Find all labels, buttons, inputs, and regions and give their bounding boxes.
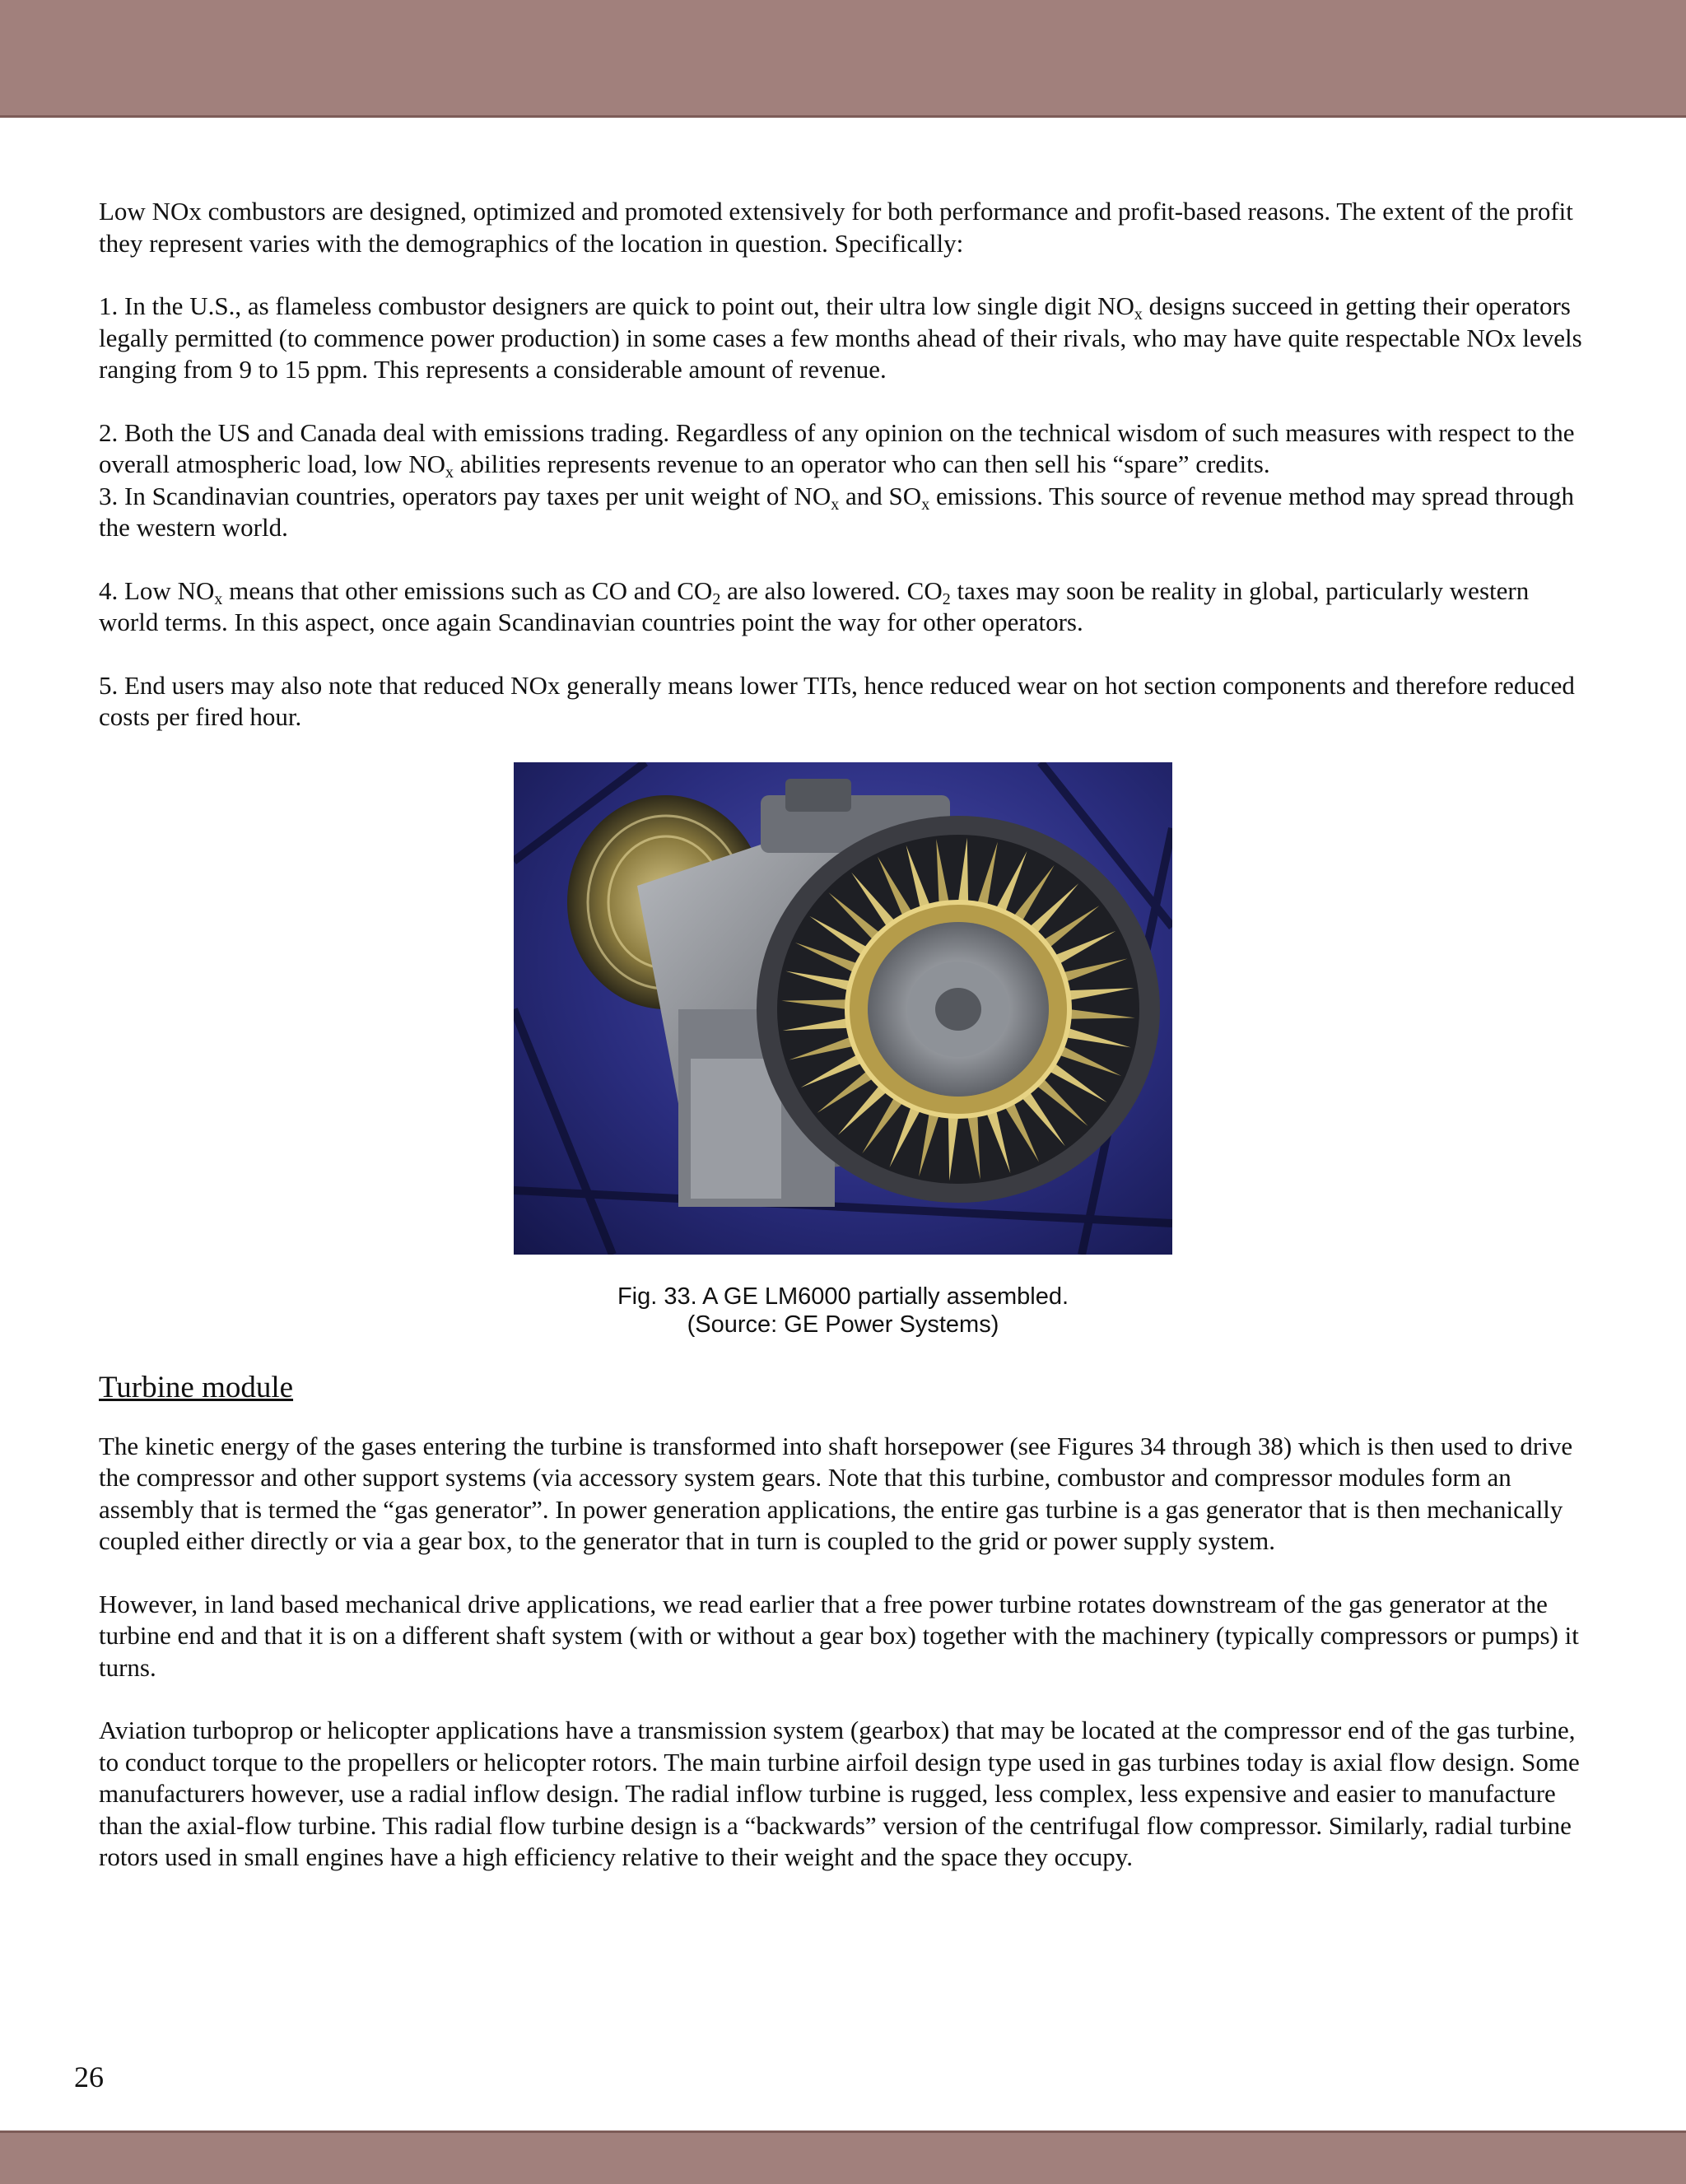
figure-caption [99, 1283, 1587, 1339]
section-paragraph-2: However, in land based mechanical drive applications, we read earlier that a free power turbine rotates downstream of the gas generator at the turbine end and that it is on a different shaft system (with or without a gear box) together with the machinery (typically compressors or pumps) it turns. [99, 1589, 1579, 1682]
page-content [99, 196, 1587, 1874]
turbine-illustration [514, 762, 1172, 1255]
section-paragraph-1: The kinetic energy of the gases entering the turbine is transformed into shaft horsepower (see Figures 34 through 38) which is then used to drive the compressor and other support systems (via accessory system gears. Note that this turbine, combustor and compressor modules form an assembly that is termed the “gas generator”. In power generation applications, the entire gas turbine is a gas generator that is then mechanically coupled either directly or via a gear box, to the generator that in turn is coupled to the grid or power supply system. [99, 1431, 1573, 1555]
caption-line-2: (Source: GE Power Systems) [687, 1311, 999, 1338]
section-paragraph-3: Aviation turboprop or helicopter applications have a transmission system (gearbox) that may be located at the compressor end of the gas turbine, to conduct torque to the propellers or helicopter rotors. The main turbine airfoil design type used in gas turbines today is axial flow design. Some manufacturers however, use a radial inflow design. The radial inflow turbine is rugged, less complex, less expensive and easier to manufacture than the axial-flow turbine. This radial flow turbine design is a “backwards” version of the centrifugal flow compressor. Similarly, radial turbine rotors used in small engines have a high efficiency relative to their weight and the space they occupy. [99, 1716, 1580, 1871]
section-title: Turbine module [99, 1370, 294, 1404]
paragraph-item-5: 5. End users may also note that reduced NOx generally means lower TITs, hence reduced wear on hot section components and therefore reduced costs per fired hour. [99, 670, 1575, 731]
paragraph-item-2: 2. Both the US and Canada deal with emissions trading. Regardless of any opinion on the technical wisdom of such measures with respect to the overall atmospheric load, low $NO_x$ abilities represents revenue to an operator who can then sell his “spare” credits. [99, 417, 1575, 482]
footer-band [0, 2130, 1686, 2184]
paragraph-intro: Low NOx combustors are designed, optimized and promoted extensively for both performance and profit-based reasons. The extent of the profit they represent varies with the demographics of the location in question. Specifically: [99, 197, 1573, 258]
turbine-photo [514, 762, 1172, 1255]
paragraph-item-4: 4. Low $NO_x$ means that other emissions such as CO and $CO_2$ are also lowered. $CO_2$ taxes may soon be reality in global, particularly western world terms. In this aspect, once again Scandinavian countries point the way for other operators. [99, 575, 1530, 636]
paragraph-item-3: 3. In Scandinavian countries, operators pay taxes per unit weight of $NO_x$ and $SO_x$ emissions. This source of revenue method may spread through the western world. [99, 481, 1575, 542]
header-band [0, 0, 1686, 118]
paragraph-item-1: 1. In the U.S., as flameless combustor designers are quick to point out, their ultra low single digit $NO_x$ designs succeed in getting their operators legally permitted (to commence power production) in some cases a few months ahead of their rivals, who may have quite respectable NOx levels ranging from 9 to 15 ppm. This represents a considerable amount of revenue. [99, 291, 1582, 384]
page-number: 26 [74, 2061, 104, 2093]
caption-line-1: Fig. 33. A GE LM6000 partially assembled. [617, 1283, 1069, 1310]
